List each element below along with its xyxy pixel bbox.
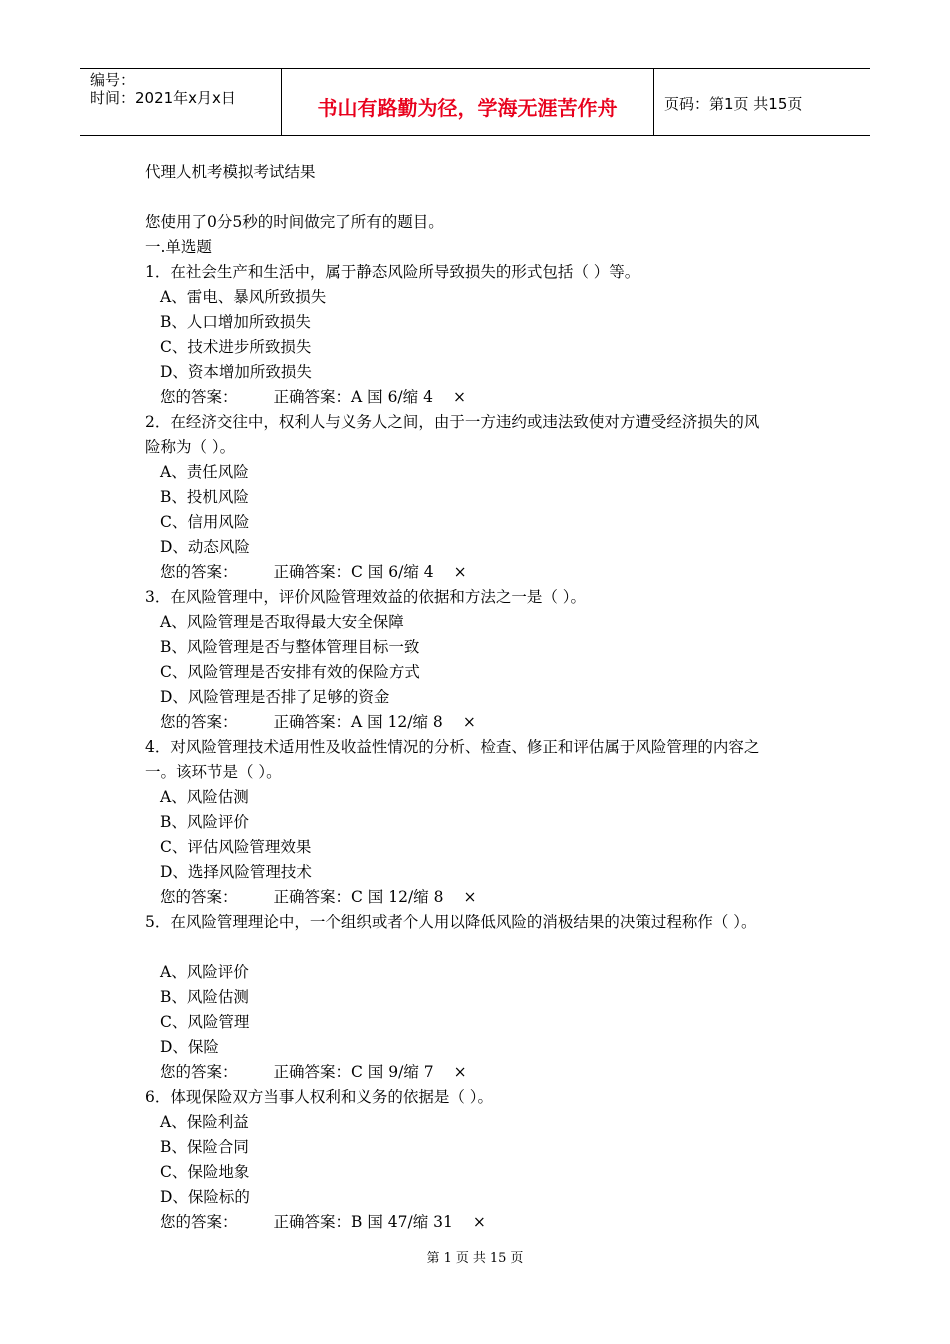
answer-row <box>145 385 835 410</box>
footer-text: 第 <box>426 1251 440 1266</box>
your-answer-label: 您的答案： <box>160 1213 238 1231</box>
your-answer-label: 您的答案： <box>160 888 238 906</box>
number-label: 编号： <box>90 71 136 89</box>
answer-option: D、选择风险管理技术 <box>160 863 312 881</box>
answer-option: A、保险利益 <box>160 1113 249 1131</box>
question-text: 5．在风险管理理论中，一个组织或者个人用以降低风险的消极结果的决策过程称作（ ）。 <box>145 913 757 931</box>
answer-option: C、风险管理 <box>160 1013 250 1031</box>
answer-option: C、技术进步所致损失 <box>160 338 312 356</box>
question-item <box>145 735 835 910</box>
question-item <box>145 1085 835 1235</box>
answer-option: C、评估风险管理效果 <box>160 838 312 856</box>
page-footer <box>0 1247 950 1266</box>
answer-row <box>145 885 835 910</box>
footer-text: 页 <box>510 1251 524 1266</box>
header-left-cell <box>80 69 282 135</box>
wrong-mark-icon: × <box>453 1063 467 1081</box>
answer-row <box>145 1060 835 1085</box>
question-text: 一。该环节是（ ）。 <box>145 763 282 781</box>
correct-answer: 正确答案：A 国 6/缩 4 <box>273 388 433 406</box>
answer-option: D、保险标的 <box>160 1188 250 1206</box>
your-answer-label: 您的答案： <box>160 388 238 406</box>
wrong-mark-icon: × <box>453 563 467 581</box>
answer-row <box>145 560 835 585</box>
answer-option: B、人口增加所致损失 <box>160 313 311 331</box>
question-item <box>145 260 835 410</box>
footer-page-number: 1 <box>443 1251 452 1266</box>
answer-option: C、信用风险 <box>160 513 250 531</box>
answer-option: A、雷电、暴风所致损失 <box>160 288 327 306</box>
answer-option: B、保险合同 <box>160 1138 249 1156</box>
question-list <box>145 260 835 1235</box>
question-text: 6．体现保险双方当事人权利和义务的依据是（ ）。 <box>145 1088 494 1106</box>
answer-option: B、风险管理是否与整体管理目标一致 <box>160 638 420 656</box>
question-item <box>145 910 835 1085</box>
question-text: 2．在经济交往中，权利人与义务人之间，由于一方违约或违法致使对方遭受经济损失的风 <box>145 413 760 431</box>
correct-answer: 正确答案：C 国 9/缩 7 <box>273 1063 434 1081</box>
your-answer-label: 您的答案： <box>160 1063 238 1081</box>
answer-option: B、投机风险 <box>160 488 249 506</box>
wrong-mark-icon: × <box>472 1213 486 1231</box>
answer-option: C、保险地象 <box>160 1163 250 1181</box>
question-item <box>145 410 835 585</box>
answer-option: A、风险估测 <box>160 788 249 806</box>
answer-option: A、风险评价 <box>160 963 249 981</box>
answer-option: D、风险管理是否排了足够的资金 <box>160 688 390 706</box>
document-body <box>145 160 835 1235</box>
footer-text: 共 <box>472 1251 486 1266</box>
answer-row <box>145 1210 835 1235</box>
doc-title: 代理人机考模拟考试结果 <box>145 163 316 181</box>
footer-text: 页 <box>455 1251 469 1266</box>
answer-option: A、风险管理是否取得最大安全保障 <box>160 613 404 631</box>
wrong-mark-icon: × <box>452 388 466 406</box>
footer-total-pages: 15 <box>489 1251 507 1266</box>
header-middle-cell <box>282 69 654 135</box>
answer-option: D、资本增加所致损失 <box>160 363 312 381</box>
question-text: 险称为（ ）。 <box>145 438 236 456</box>
your-answer-label: 您的答案： <box>160 563 238 581</box>
answer-option: B、风险估测 <box>160 988 249 1006</box>
page-info: 页码：第1页 共15页 <box>664 95 803 113</box>
time-label: 时间：2021年x月x日 <box>90 89 236 107</box>
your-answer-label: 您的答案： <box>160 713 238 731</box>
correct-answer: 正确答案：B 国 47/缩 31 <box>273 1213 453 1231</box>
question-text: 4．对风险管理技术适用性及收益性情况的分析、检查、修正和评估属于风险管理的内容之 <box>145 738 760 756</box>
answer-row <box>145 710 835 735</box>
page-header <box>80 68 870 136</box>
spacer <box>145 935 835 960</box>
wrong-mark-icon: × <box>463 888 477 906</box>
time-used: 您使用了0分5秒的时间做完了所有的题目。 <box>145 213 444 231</box>
spacer <box>145 185 835 210</box>
answer-option: B、风险评价 <box>160 813 249 831</box>
section-title: 一.单选题 <box>145 238 212 256</box>
header-right-cell <box>654 69 870 135</box>
answer-option: D、动态风险 <box>160 538 250 556</box>
answer-option: C、风险管理是否安排有效的保险方式 <box>160 663 420 681</box>
question-text: 1．在社会生产和生活中，属于静态风险所导致损失的形式包括（ ）等。 <box>145 263 641 281</box>
question-item <box>145 585 835 735</box>
question-text: 3．在风险管理中，评价风险管理效益的依据和方法之一是（ ）。 <box>145 588 587 606</box>
correct-answer: 正确答案：C 国 12/缩 8 <box>273 888 444 906</box>
answer-option: D、保险 <box>160 1038 219 1056</box>
wrong-mark-icon: × <box>462 713 476 731</box>
correct-answer: 正确答案：C 国 6/缩 4 <box>273 563 434 581</box>
motto: 书山有路勤为径，学海无涯苦作舟 <box>317 95 618 120</box>
correct-answer: 正确答案：A 国 12/缩 8 <box>273 713 443 731</box>
answer-option: A、责任风险 <box>160 463 249 481</box>
